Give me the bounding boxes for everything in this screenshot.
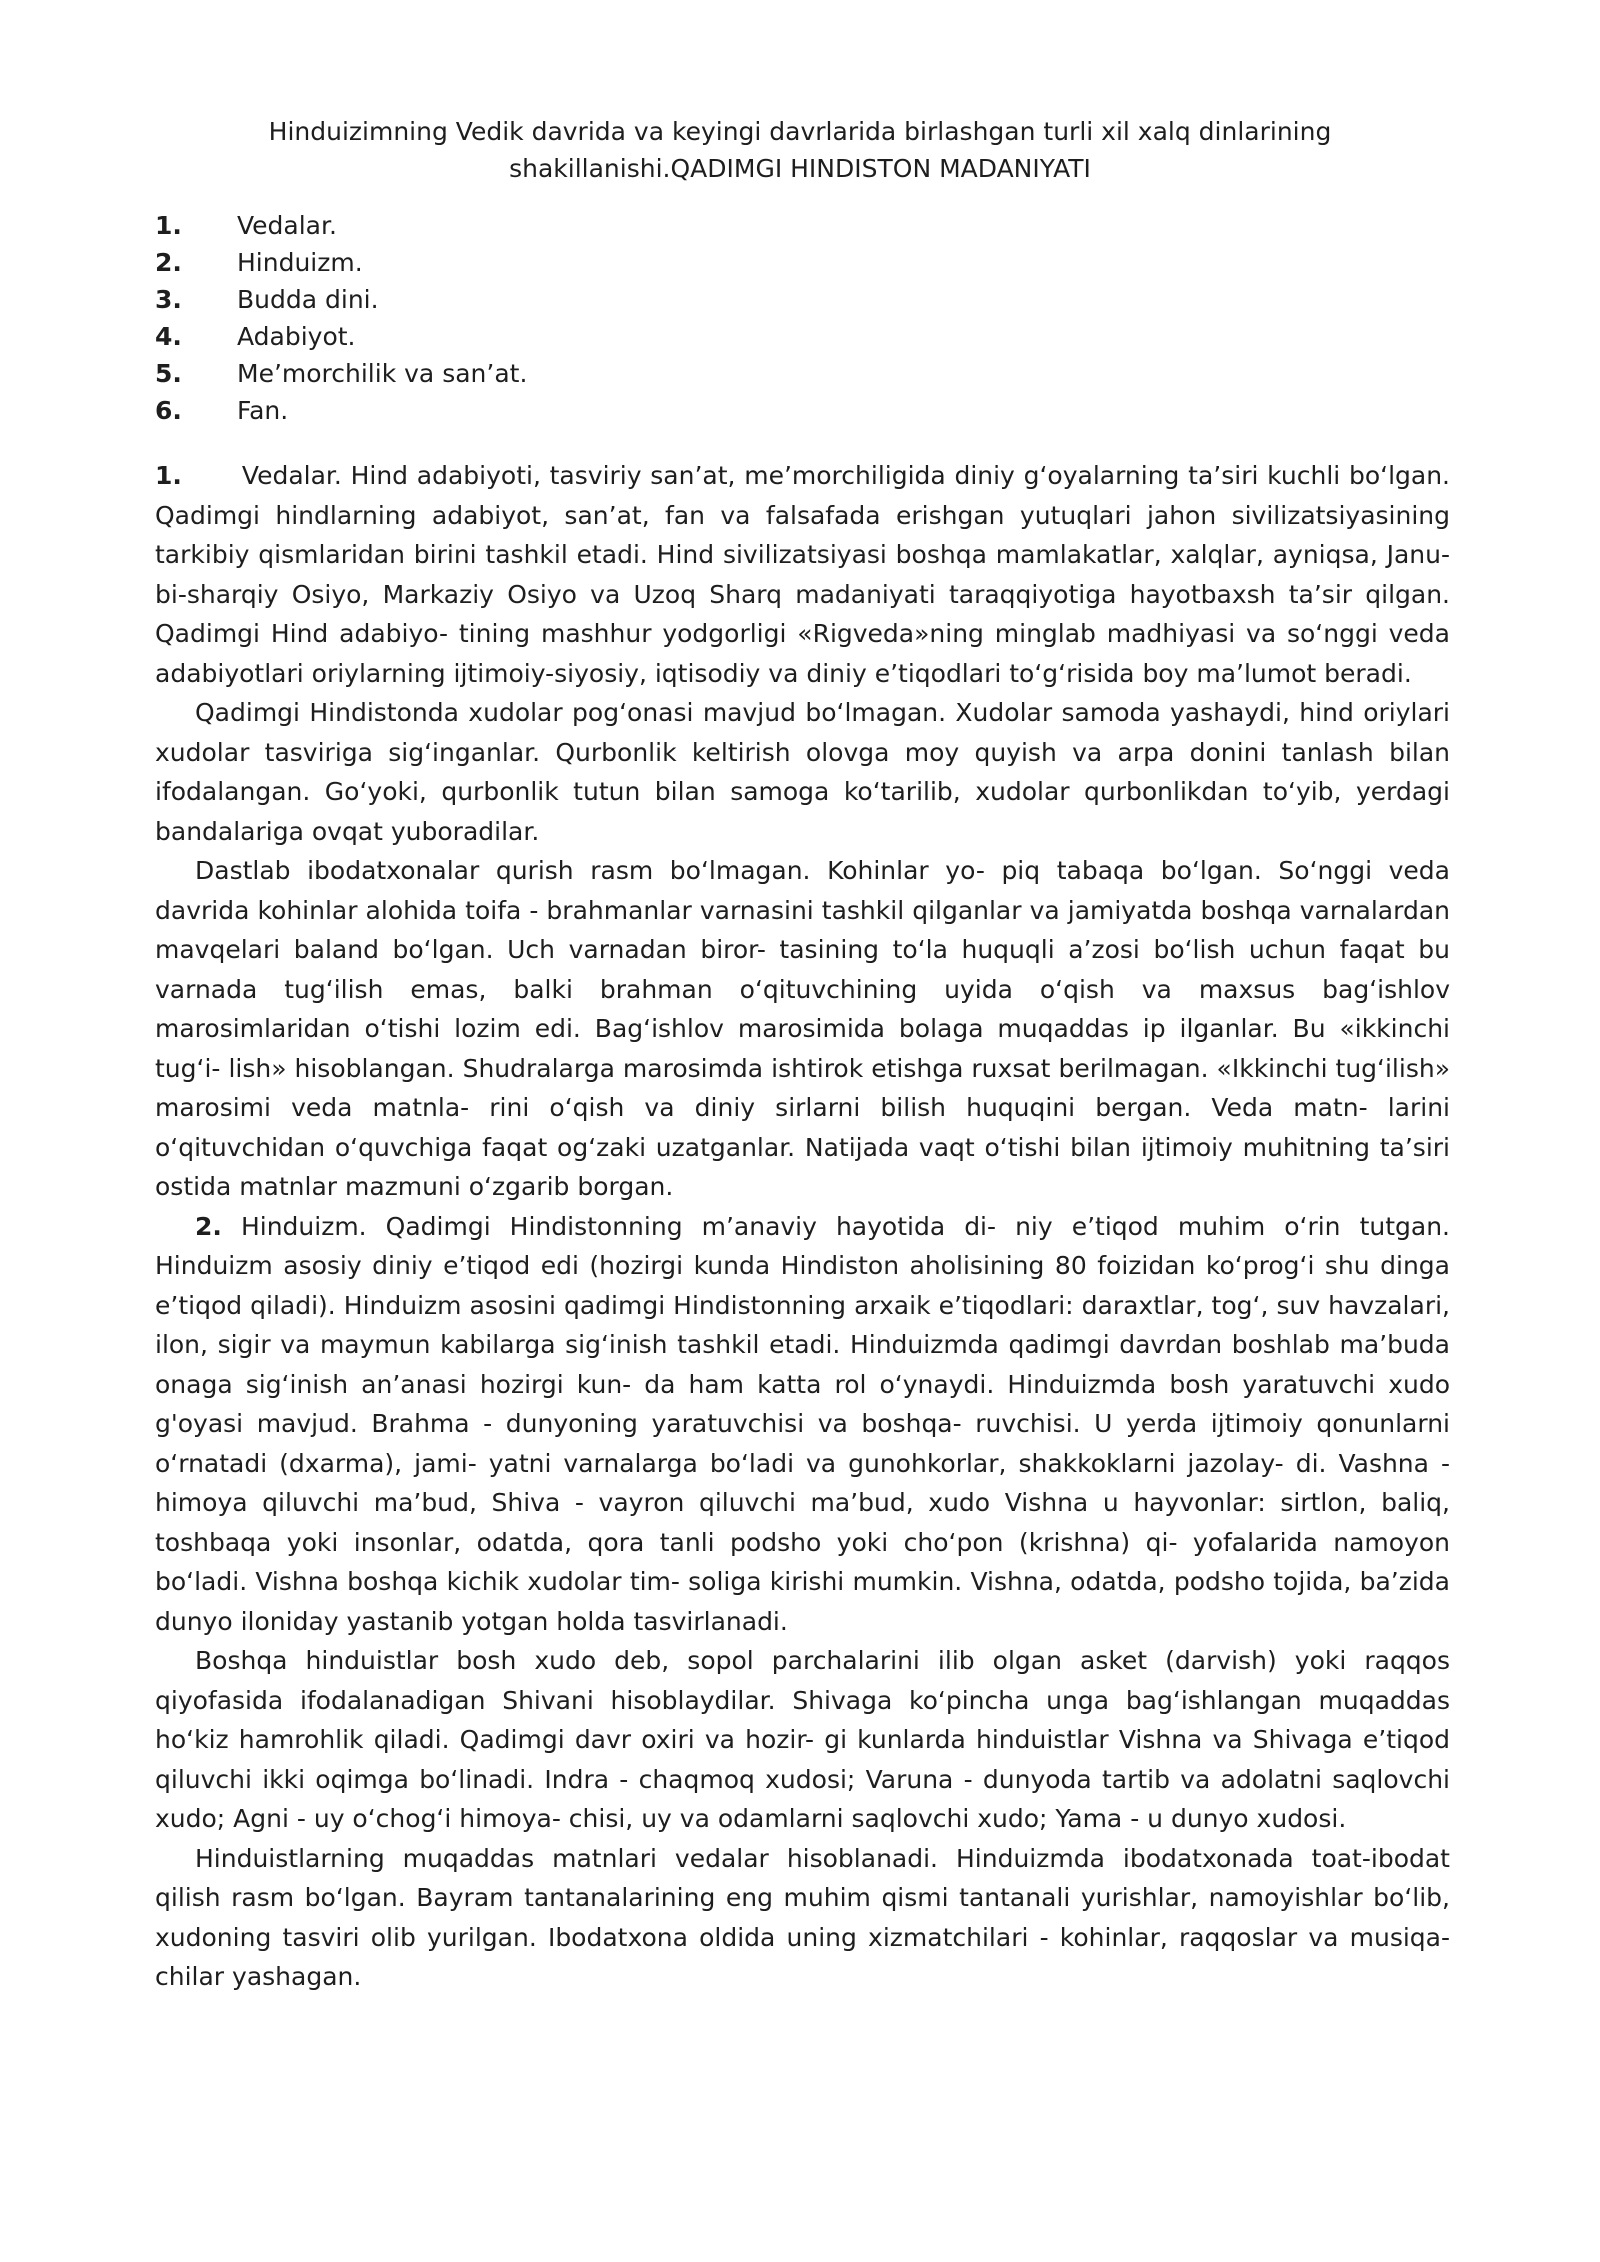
toc-item-number: 2. (155, 248, 182, 277)
toc-item-label: Me’morchilik va san’at. (237, 359, 528, 388)
toc-item (155, 318, 527, 355)
paragraph: Dastlab ibodatxonalar qurish rasm bo‘lmagan. Kohinlar yo- piq tabaqa bo‘lgan. So‘nggi veda davrida kohinlar alohida toifa - brahmanlar varnasini tashkil qilganlar va jamiyatda boshqa varnalardan mavqelari baland bo‘lgan. Uch varnadan biror- tasining to‘la huquqli a’zosi bo‘lish uchun faqat bu varnada tug‘ilish emas, balki brahman o‘qituvchining uyida o‘qish va maxsus bag‘ishlov marosimlaridan o‘tishi lozim edi. Bag‘ishlov marosimida bolaga muqaddas ip ilganlar. Bu «ikkinchi tug‘i- lish» hisoblangan. Shudralarga marosimda ishtirok etishga ruxsat berilmagan. «Ikkinchi tug‘ilish» marosimi veda matnla- rini o‘qish va diniy sirlarni bilish huquqini bergan. Veda matn- larini o‘qituvchidan o‘quvchiga faqat og‘zaki uzatganlar. Natijada vaqt o‘tishi bilan ijtimoiy muhitning ta’siri ostida matnlar mazmuni o‘zgarib borgan. (155, 856, 1450, 1201)
toc-item (155, 244, 527, 281)
toc-item-number: 5. (155, 359, 182, 388)
paragraph: Boshqa hinduistlar bosh xudo deb, sopol parchalarini ilib olgan asket (darvish) yoki raqqos qiyofasida ifodalanadigan Shivani hisoblaydilar. Shivaga ko‘pincha unga bag‘ishlangan muqaddas ho‘kiz hamrohlik qiladi. Qadimgi davr oxiri va hozir- gi kunlarda hinduistlar Vishna va Shivaga e’tiqod qiluvchi ikki oqimga bo‘linadi. Indra - chaqmoq xudosi; Varuna - dunyoda tartib va adolatni saqlovchi xudo; Agni - uy o‘chog‘i himoya- chisi, uy va odamlarni saqlovchi xudo; Yama - u dunyo xudosi. (155, 1646, 1450, 1833)
paragraph-hinduizm (155, 1207, 1450, 1642)
title-line-2: shakillanishi.QADIMGI HINDISTON MADANIYATI (509, 154, 1091, 183)
toc-item-number: 3. (155, 285, 182, 314)
section-number: 1. (155, 461, 182, 490)
toc-item-label: Vedalar. (237, 211, 337, 240)
paragraph: Hinduistlarning muqaddas matnlari vedalar hisoblanadi. Hinduizmda ibodatxonada toat-ibodat qilish rasm bo‘lgan. Bayram tantanalarining eng muhim qismi tantanali yurishlar, namoyishlar bo‘lib, xudoning tasviri olib yurilgan. Ibodatxona oldida uning xizmatchilari - kohinlar, raqqoslar va musiqa- chilar yashagan. (155, 1843, 1450, 1991)
toc-item (155, 207, 527, 244)
toc-item (155, 392, 527, 429)
section-number: 2. (195, 1211, 222, 1241)
toc-item-number: 1. (155, 211, 182, 240)
document-body (155, 456, 1450, 1997)
title-line-1: Hinduizimning Vedik davrida va keyingi davrlarida birlashgan turli xil xalq dinlarining (268, 117, 1332, 146)
toc-item-number: 4. (155, 322, 182, 351)
toc-item-label: Budda dini. (237, 285, 379, 314)
paragraph: Qadimgi Hindistonda xudolar pog‘onasi mavjud bo‘lmagan. Xudolar samoda yashaydi, hind oriylari xudolar tasviriga sig‘inganlar. Qurbonlik keltirish olovga moy quyish va arpa donini tanlash bilan ifodalangan. Go‘yoki, qurbonlik tutun bilan samoga ko‘tarilib, xudolar qurbonlikdan to‘yib, yerdagi bandalariga ovqat yuboradilar. (155, 698, 1450, 846)
toc-item-label: Hinduizm. (237, 248, 363, 277)
paragraph-text: Vedalar. Hind adabiyoti, tasviriy san’at, me’morchiligida diniy g‘oyalarning ta’siri kuchli bo‘lgan. Qadimgi hindlarning adabiyot, san’at, fan va falsafada erishgan yutuqlari jahon sivilizatsiyasining tarkibiy qismlaridan birini tashkil etadi. Hind sivilizatsiyasi boshqa mamlakatlar, xalqlar, ayniqsa, Janu- bi-sharqiy Osiyo, Markaziy Osiyo va Uzoq Sharq madaniyati taraqqiyotiga hayotbaxsh ta’sir qilgan. Qadimgi Hind adabiyo- tining mashhur yodgorligi «Rigveda»ning minglab madhiyasi va so‘nggi veda adabiyotlari oriylarning ijtimoiy-siyosiy, iqtisodiy va diniy e’tiqodlari to‘g‘risida boy ma’lumot beradi. (155, 461, 1450, 688)
toc-item-label: Fan. (237, 396, 289, 425)
toc-item (155, 355, 527, 392)
toc-item (155, 281, 527, 318)
table-of-contents (155, 207, 527, 429)
paragraph-text: Hinduizm. Qadimgi Hindistonning m’anaviy hayotida di- niy e’tiqod muhim o‘rin tutgan. Hinduizm asosiy diniy e’tiqod edi (hozirgi kunda Hindiston aholisining 80 foizidan ko‘prog‘i shu dinga e’tiqod qiladi). Hinduizm asosini qadimgi Hindistonning arxaik e’tiqodlari: daraxtlar, tog‘, suv havzalari, ilon, sigir va maymun kabilarga sig‘inish tashkil etadi. Hinduizmda qadimgi davrdan boshlab ma’buda onaga sig‘inish an’anasi hozirgi kun- da ham katta rol o‘ynaydi. Hinduizmda bosh yaratuvchi xudo g'oyasi mavjud. Brahma - dunyoning yaratuvchisi va boshqa- ruvchisi. U yerda ijtimoiy qonunlarni o‘rnatadi (dxarma), jami- yatni varnalarga bo‘ladi va gunohkorlar, shakkoklarni jazolay- di. Vashna - himoya qiluvchi ma’bud, Shiva - vayron qiluvchi ma’bud, xudo Vishna u hayvonlar: sirtlon, baliq, toshbaqa yoki insonlar, odatda, qora tanli podsho yoki cho‘pon (krishna) qi- yofalarida namoyon bo‘ladi. Vishna boshqa kichik xudolar tim- soliga kirishi mumkin. Vishna, odatda, podsho tojida, ba’zida dunyo iloniday yastanib yotgan holda tasvirlanadi. (155, 1211, 1450, 1636)
document-title (200, 113, 1400, 187)
toc-item-number: 6. (155, 396, 182, 425)
paragraph-vedalar (155, 456, 1450, 693)
toc-item-label: Adabiyot. (237, 322, 356, 351)
